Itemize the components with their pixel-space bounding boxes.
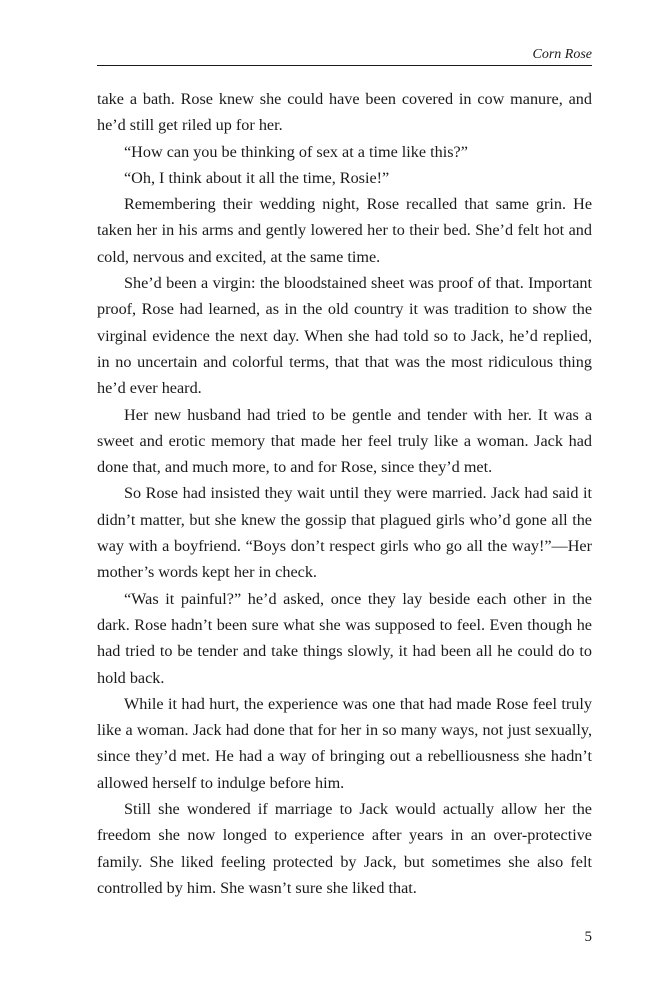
paragraph: While it had hurt, the experience was one that had made Rose feel truly like a woman. Jack had done that for her in so many ways, not just sexually, since they’d met. He had a way of bringing out a rebelliousness she hadn’t allowed herself to indulge before him. xyxy=(97,694,592,792)
paragraph: “Was it painful?” he’d asked, once they lay beside each other in the dark. Rose hadn’t been sure what she was supposed to feel. Even though he had tried to be tender and take things slowly, it had been all he could do to hold back. xyxy=(97,589,592,687)
paragraph: Remembering their wedding night, Rose recalled that same grin. He taken her in his arms and gently lowered her to their bed. She’d felt hot and cold, nervous and excited, at the same time. xyxy=(97,195,592,266)
paragraph: “Oh, I think about it all the time, Rosie!” xyxy=(124,168,390,187)
paragraph: Still she wondered if marriage to Jack would actually allow her the freedom she now longed to experience after years in an over-protective family. She liked feeling protected by Jack, but sometimes she also felt controlled by him. She wasn’t sure she liked that. xyxy=(97,800,592,897)
paragraph: Her new husband had tried to be gentle and tender with her. It was a sweet and erotic memory that made her feel truly like a woman. Jack had done that, and much more, to and for Rose, since they’d met. xyxy=(97,405,592,477)
paragraph: She’d been a virgin: the bloodstained sheet was proof of that. Important proof, Rose had learned, as in the old country it was tradition to show the virginal evidence the next day. When she had told so to Jack, he’d replied, in no uncertain and colorful terms, that that was the most ridiculous thing he’d ever heard. xyxy=(97,274,592,398)
running-title: Corn Rose xyxy=(532,47,592,62)
body-text xyxy=(97,86,592,901)
page-number: 5 xyxy=(584,929,592,945)
paragraph: So Rose had insisted they wait until they were married. Jack had said it didn’t matter, but she knew the gossip that plagued girls who’d gone all the way with a boyfriend. “Boys don’t respect girls who go all the way!”—Her mother’s words kept her in check. xyxy=(97,484,592,582)
paragraph: “How can you be thinking of sex at a time like this?” xyxy=(124,142,468,161)
running-header xyxy=(97,45,592,66)
paragraph: take a bath. Rose knew she could have been covered in cow manure, and he’d still get riled up for her. xyxy=(97,90,592,135)
